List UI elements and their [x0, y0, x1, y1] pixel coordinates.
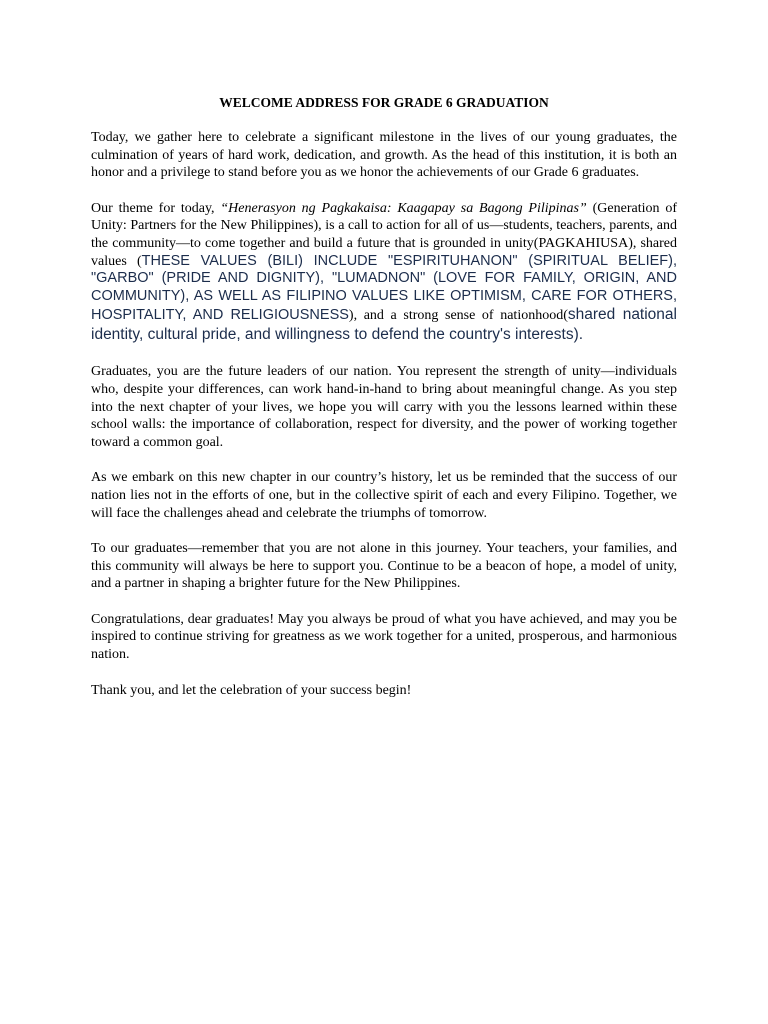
paragraph-theme: [91, 200, 677, 346]
theme-after-values-text: ), and a strong sense of nationhood(: [348, 308, 568, 324]
nationhood-note: shared national identity, cultural pride, and willingness to defend the country's interests).: [91, 306, 677, 344]
theme-middle-text: (Generation of Unity: Partners for the New Philippines), is a call to action for all of us—students, teachers, parents, and the community—to come together and build a future that is grounded in unity(PAGKAHIUSA), shared values (: [91, 200, 677, 269]
paragraph-congratulations: Congratulations, dear graduates! May you always be proud of what you have achieved, and may you be inspired to continue striving for greatness as we work together for a united, prosperous, and harmonious nation.: [91, 611, 677, 663]
page-title: WELCOME ADDRESS FOR GRADE 6 GRADUATION: [219, 95, 549, 110]
paragraph-not-alone: To our graduates—remember that you are not alone in this journey. Your teachers, your families, and this community will always be here to support you. Continue to be a beacon of hope, a model of unity, and a partner in shaping a brighter future for the New Philippines.: [91, 541, 677, 592]
values-note: THESE VALUES (BILI) INCLUDE "ESPIRITUHANON" (SPIRITUAL BELIEF), "GARBO" (PRIDE AND DIGNITY), "LUMADNON" (LOVE FOR FAMILY, ORIGIN, AND COMMUNITY), AS WELL AS FILIPINO VALUES LIKE OPTIMISM, CARE FOR OTHERS, HOSPITALITY, AND RELIGIOUSNESS: [91, 252, 677, 324]
paragraph-opening: Today, we gather here to celebrate a significant milestone in the lives of our young graduates, the culmination of years of hard work, dedication, and growth. As the head of this institution, it is both an honor and a privilege to stand before you as we honor the achievements of our Grade 6 graduates.: [91, 130, 677, 181]
theme-intro-text: Our theme for today,: [91, 200, 221, 216]
paragraph-future-leaders: Graduates, you are the future leaders of our nation. You represent the strength of unity—individuals who, despite your differences, can work hand-in-hand to bring about meaningful change. As you step into the next chapter of your lives, we hope you will carry with you the lessons learned within these school walls: the importance of collaboration, respect for diversity, and the power of working together toward a common goal.: [91, 364, 677, 450]
paragraph-new-chapter: As we embark on this new chapter in our country’s history, let us be reminded that the success of our nation lies not in the efforts of one, but in the collective spirit of each and every Filipino. Together, we will face the challenges ahead and celebrate the triumphs of tomorrow.: [91, 470, 677, 521]
paragraph-closing: Thank you, and let the celebration of your success begin!: [91, 682, 412, 698]
theme-title: “Henerasyon ng Pagkakaisa: Kaagapay sa Bagong Pilipinas”: [220, 200, 587, 216]
